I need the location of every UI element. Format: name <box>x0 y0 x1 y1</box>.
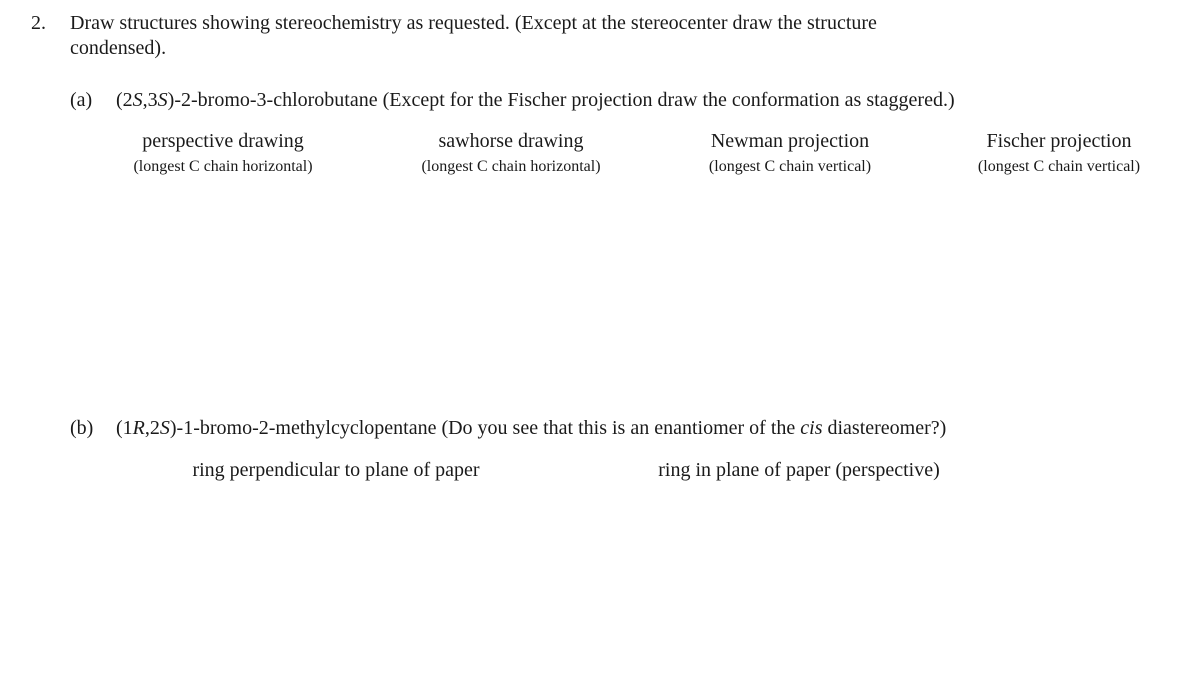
part-a-prefix: (2 <box>116 89 133 111</box>
part-a-col2-subtitle: (longest C chain horizontal) <box>421 158 601 175</box>
part-a-descriptor-1: S <box>132 89 143 111</box>
part-a-rest: )-2-bromo-3-chlorobutane (Except for the Fischer projection draw the conformation as staggered.) <box>167 89 955 111</box>
part-b-compound-text <box>116 417 946 440</box>
part-b-mid: ,2 <box>144 417 160 439</box>
part-a-col2-title: sawhorse drawing <box>438 130 584 152</box>
part-b-descriptor-1: R <box>132 417 145 439</box>
question-instruction-line2: condensed). <box>70 37 167 59</box>
part-a-mid: ,3 <box>142 89 158 111</box>
part-a-compound-text <box>116 89 955 112</box>
part-b-col1-title: ring perpendicular to plane of paper <box>192 459 480 481</box>
part-a-descriptor-2: S <box>157 89 168 111</box>
part-b-cis: cis <box>800 417 823 439</box>
part-b-rest-before: )-1-bromo-2-methylcyclopentane (Do you see that this is an enantiomer of the <box>169 417 801 439</box>
part-a-col3-subtitle: (longest C chain vertical) <box>708 158 872 175</box>
part-b-prefix: (1 <box>116 417 133 439</box>
part-b-rest-after: diastereomer?) <box>822 417 947 439</box>
question-number: 2. <box>31 12 46 34</box>
part-b-descriptor-2: S <box>159 417 170 439</box>
part-a-col4-subtitle: (longest C chain vertical) <box>977 158 1141 175</box>
part-b-label: (b) <box>70 417 94 439</box>
part-a-col3-title: Newman projection <box>710 130 870 152</box>
part-a-col1-title: perspective drawing <box>142 130 304 152</box>
question-instruction-line1: Draw structures showing stereochemistry as requested. (Except at the stereocenter draw the structure <box>70 12 877 34</box>
part-a-label: (a) <box>70 89 93 111</box>
part-b-col2-title: ring in plane of paper (perspective) <box>658 459 940 481</box>
part-a-col4-title: Fischer projection <box>986 130 1132 152</box>
part-a-col1-subtitle: (longest C chain horizontal) <box>133 158 313 175</box>
